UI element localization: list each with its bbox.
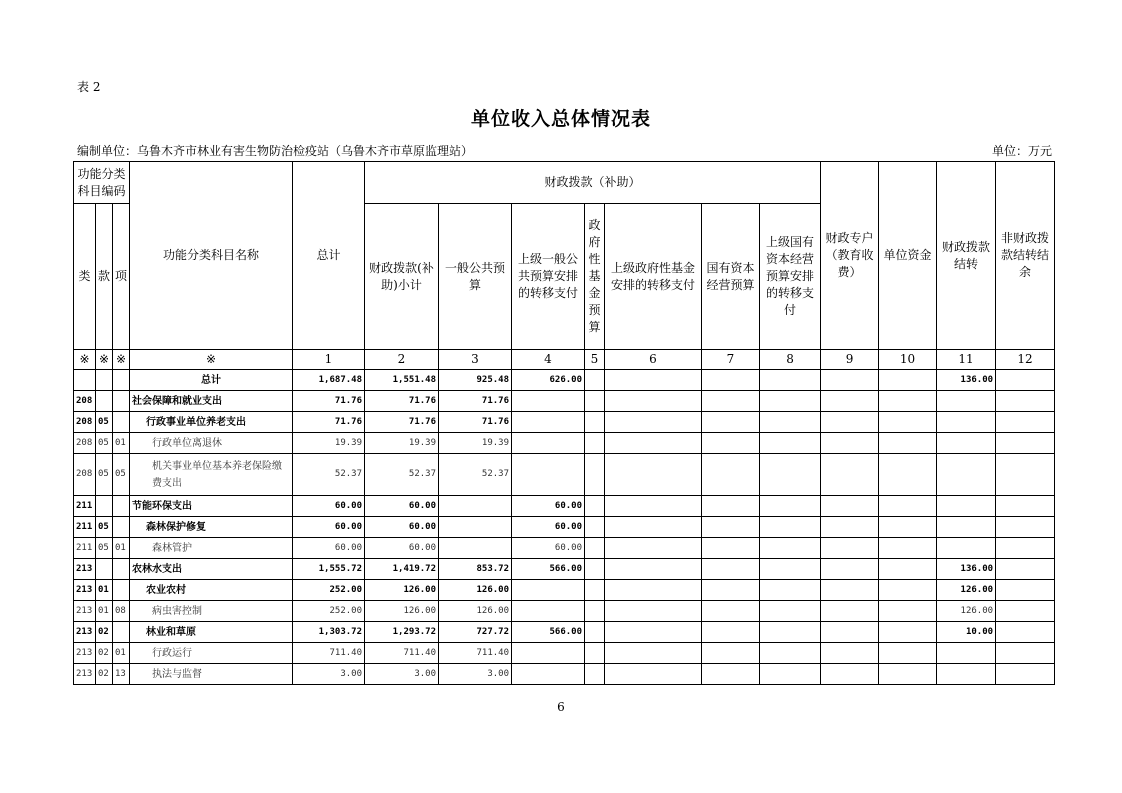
- table-row: [74, 517, 1055, 538]
- subject-name-cell: 执法与监督: [130, 664, 293, 685]
- amount-cell: [585, 538, 605, 559]
- code-kuan-cell: 05: [96, 433, 113, 454]
- amount-cell: [760, 580, 821, 601]
- code-xiang-cell: [113, 496, 130, 517]
- amount-cell: 853.72: [439, 559, 512, 580]
- amount-cell: [605, 643, 702, 664]
- code-kuan-cell: [96, 496, 113, 517]
- code-kuan-cell: 05: [96, 454, 113, 496]
- amount-cell: [879, 517, 937, 538]
- subject-name-cell: 总计: [130, 370, 293, 391]
- amount-cell: [937, 412, 996, 433]
- amount-cell: [702, 643, 760, 664]
- amount-cell: [996, 601, 1055, 622]
- index-row: [74, 350, 1055, 370]
- code-kuan-cell: [96, 559, 113, 580]
- code-kuan-cell: 02: [96, 622, 113, 643]
- amount-cell: [760, 391, 821, 412]
- code-xiang-cell: 01: [113, 538, 130, 559]
- data-body: [74, 370, 1055, 685]
- header-func-name: 功能分类科目名称: [130, 162, 293, 350]
- amount-cell: [879, 580, 937, 601]
- amount-cell: [702, 496, 760, 517]
- amount-cell: [760, 559, 821, 580]
- amount-cell: [996, 580, 1055, 601]
- code-xiang-cell: [113, 412, 130, 433]
- header-upper-fund: 上级政府性基金安排的转移支付: [605, 204, 702, 350]
- amount-cell: 3.00: [293, 664, 365, 685]
- code-lei-cell: 208: [74, 391, 96, 412]
- amount-cell: [879, 559, 937, 580]
- amount-cell: [937, 643, 996, 664]
- index-cell: 6: [605, 350, 702, 370]
- amount-cell: [937, 433, 996, 454]
- amount-cell: [937, 538, 996, 559]
- amount-cell: [702, 601, 760, 622]
- amount-cell: [879, 664, 937, 685]
- amount-cell: 925.48: [439, 370, 512, 391]
- header-fiscal-carry: 财政拨款结转: [937, 162, 996, 350]
- amount-cell: 71.76: [293, 412, 365, 433]
- header-state-capital: 国有资本经营预算: [702, 204, 760, 350]
- index-cell: ※: [74, 350, 96, 370]
- amount-cell: [605, 664, 702, 685]
- header-general-budget: 一般公共预算: [439, 204, 512, 350]
- amount-cell: 711.40: [293, 643, 365, 664]
- code-kuan-cell: [96, 370, 113, 391]
- amount-cell: [996, 538, 1055, 559]
- amount-cell: 1,687.48: [293, 370, 365, 391]
- amount-cell: [702, 370, 760, 391]
- amount-cell: 711.40: [439, 643, 512, 664]
- amount-cell: 60.00: [293, 538, 365, 559]
- table-row: [74, 496, 1055, 517]
- amount-cell: [879, 622, 937, 643]
- amount-cell: [585, 454, 605, 496]
- code-lei-cell: 208: [74, 433, 96, 454]
- table-row: [74, 664, 1055, 685]
- amount-cell: [585, 664, 605, 685]
- amount-cell: [821, 391, 879, 412]
- header-fiscal-group: 财政拨款（补助）: [365, 162, 821, 204]
- code-kuan-cell: 05: [96, 517, 113, 538]
- index-cell: ※: [130, 350, 293, 370]
- amount-cell: 52.37: [365, 454, 439, 496]
- amount-cell: 71.76: [365, 412, 439, 433]
- amount-cell: [996, 664, 1055, 685]
- amount-cell: [996, 496, 1055, 517]
- amount-cell: [605, 559, 702, 580]
- amount-cell: 727.72: [439, 622, 512, 643]
- header-kuan: 款: [96, 204, 113, 350]
- amount-cell: [996, 622, 1055, 643]
- amount-cell: [605, 454, 702, 496]
- code-lei-cell: 213: [74, 580, 96, 601]
- amount-cell: [821, 601, 879, 622]
- amount-cell: 3.00: [365, 664, 439, 685]
- amount-cell: 60.00: [293, 517, 365, 538]
- amount-cell: [702, 412, 760, 433]
- amount-cell: [879, 496, 937, 517]
- amount-cell: 626.00: [512, 370, 585, 391]
- table-row: [74, 601, 1055, 622]
- code-xiang-cell: [113, 517, 130, 538]
- code-lei-cell: 213: [74, 601, 96, 622]
- amount-cell: 60.00: [512, 517, 585, 538]
- header-total: 总计: [293, 162, 365, 350]
- amount-cell: [585, 559, 605, 580]
- index-cell: 11: [937, 350, 996, 370]
- amount-cell: [879, 433, 937, 454]
- subject-name-cell: 病虫害控制: [130, 601, 293, 622]
- amount-cell: 1,419.72: [365, 559, 439, 580]
- amount-cell: 52.37: [293, 454, 365, 496]
- amount-cell: [512, 412, 585, 433]
- index-cell: ※: [96, 350, 113, 370]
- amount-cell: [439, 517, 512, 538]
- code-lei-cell: 208: [74, 412, 96, 433]
- table-row: [74, 370, 1055, 391]
- amount-cell: 126.00: [937, 580, 996, 601]
- amount-cell: [605, 580, 702, 601]
- amount-cell: [937, 391, 996, 412]
- table-row: [74, 622, 1055, 643]
- amount-cell: [605, 433, 702, 454]
- amount-cell: 252.00: [293, 580, 365, 601]
- table-row: [74, 454, 1055, 496]
- amount-cell: [702, 517, 760, 538]
- amount-cell: 136.00: [937, 370, 996, 391]
- page-title: 单位收入总体情况表: [470, 108, 651, 130]
- code-lei-cell: 213: [74, 622, 96, 643]
- amount-cell: [996, 370, 1055, 391]
- amount-cell: 126.00: [937, 601, 996, 622]
- amount-cell: 71.76: [439, 391, 512, 412]
- amount-cell: 566.00: [512, 559, 585, 580]
- amount-cell: 711.40: [365, 643, 439, 664]
- amount-cell: 71.76: [439, 412, 512, 433]
- subject-name-cell: 机关事业单位基本养老保险缴费支出: [130, 454, 293, 496]
- amount-cell: [512, 454, 585, 496]
- amount-cell: [605, 622, 702, 643]
- amount-cell: [821, 580, 879, 601]
- amount-cell: [439, 496, 512, 517]
- amount-cell: 19.39: [439, 433, 512, 454]
- code-xiang-cell: 13: [113, 664, 130, 685]
- amount-cell: [879, 454, 937, 496]
- code-xiang-cell: 05: [113, 454, 130, 496]
- subject-name-cell: 森林管护: [130, 538, 293, 559]
- amount-cell: [760, 601, 821, 622]
- amount-cell: [512, 580, 585, 601]
- table-row: [74, 538, 1055, 559]
- amount-cell: [605, 601, 702, 622]
- amount-cell: [821, 622, 879, 643]
- amount-cell: [760, 517, 821, 538]
- amount-cell: [512, 643, 585, 664]
- code-xiang-cell: [113, 370, 130, 391]
- amount-cell: [937, 517, 996, 538]
- amount-cell: 19.39: [293, 433, 365, 454]
- amount-cell: [760, 433, 821, 454]
- index-cell: 8: [760, 350, 821, 370]
- amount-cell: [585, 433, 605, 454]
- header-lei: 类: [74, 204, 96, 350]
- header-fiscal-special: 财政专户（教育收费）: [821, 162, 879, 350]
- code-lei-cell: 211: [74, 538, 96, 559]
- code-xiang-cell: [113, 580, 130, 601]
- amount-cell: [996, 559, 1055, 580]
- amount-cell: [439, 538, 512, 559]
- subject-name-cell: 林业和草原: [130, 622, 293, 643]
- amount-cell: [821, 496, 879, 517]
- header-upper-capital: 上级国有资本经营预算安排的转移支付: [760, 204, 821, 350]
- header-upper-general: 上级一般公共预算安排的转移支付: [512, 204, 585, 350]
- amount-cell: [996, 454, 1055, 496]
- index-cell: 4: [512, 350, 585, 370]
- amount-cell: [702, 559, 760, 580]
- code-kuan-cell: [96, 391, 113, 412]
- amount-cell: 3.00: [439, 664, 512, 685]
- amount-cell: 10.00: [937, 622, 996, 643]
- table-row: [74, 580, 1055, 601]
- page-number: 6: [557, 700, 565, 714]
- amount-cell: [937, 496, 996, 517]
- amount-cell: [605, 538, 702, 559]
- amount-cell: [702, 622, 760, 643]
- table-row: [74, 643, 1055, 664]
- code-lei-cell: [74, 370, 96, 391]
- code-kuan-cell: 01: [96, 580, 113, 601]
- amount-cell: [760, 454, 821, 496]
- amount-cell: [996, 433, 1055, 454]
- subject-name-cell: 行政单位离退休: [130, 433, 293, 454]
- amount-cell: [760, 370, 821, 391]
- amount-cell: [821, 643, 879, 664]
- amount-cell: [585, 622, 605, 643]
- amount-cell: [821, 517, 879, 538]
- amount-cell: [605, 391, 702, 412]
- amount-cell: 71.76: [293, 391, 365, 412]
- amount-cell: [879, 601, 937, 622]
- amount-cell: 52.37: [439, 454, 512, 496]
- amount-cell: 126.00: [439, 601, 512, 622]
- header-xiang: 项: [113, 204, 130, 350]
- index-cell: 5: [585, 350, 605, 370]
- amount-cell: [605, 370, 702, 391]
- code-xiang-cell: [113, 559, 130, 580]
- amount-cell: 1,555.72: [293, 559, 365, 580]
- currency-unit: 单位：万元: [991, 144, 1052, 158]
- index-cell: ※: [113, 350, 130, 370]
- index-cell: 7: [702, 350, 760, 370]
- amount-cell: 126.00: [439, 580, 512, 601]
- amount-cell: [760, 643, 821, 664]
- amount-cell: [821, 559, 879, 580]
- amount-cell: [760, 412, 821, 433]
- amount-cell: [512, 391, 585, 412]
- amount-cell: 1,551.48: [365, 370, 439, 391]
- index-cell: 10: [879, 350, 937, 370]
- amount-cell: 71.76: [365, 391, 439, 412]
- amount-cell: [937, 664, 996, 685]
- header-func-code: 功能分类科目编码: [74, 162, 130, 204]
- index-cell: 1: [293, 350, 365, 370]
- amount-cell: [585, 643, 605, 664]
- table-number: 表 2: [77, 80, 101, 94]
- amount-cell: [585, 370, 605, 391]
- amount-cell: [996, 643, 1055, 664]
- table-row: [74, 391, 1055, 412]
- amount-cell: [702, 454, 760, 496]
- amount-cell: 60.00: [293, 496, 365, 517]
- amount-cell: [937, 454, 996, 496]
- amount-cell: 60.00: [365, 538, 439, 559]
- code-xiang-cell: [113, 622, 130, 643]
- code-lei-cell: 208: [74, 454, 96, 496]
- code-kuan-cell: 05: [96, 412, 113, 433]
- code-kuan-cell: 02: [96, 664, 113, 685]
- amount-cell: [821, 454, 879, 496]
- amount-cell: [760, 664, 821, 685]
- table-row: [74, 559, 1055, 580]
- amount-cell: [702, 664, 760, 685]
- amount-cell: [585, 496, 605, 517]
- amount-cell: [879, 538, 937, 559]
- amount-cell: 1,293.72: [365, 622, 439, 643]
- amount-cell: 136.00: [937, 559, 996, 580]
- amount-cell: [702, 538, 760, 559]
- code-lei-cell: 213: [74, 664, 96, 685]
- amount-cell: [821, 412, 879, 433]
- amount-cell: [879, 370, 937, 391]
- index-cell: 3: [439, 350, 512, 370]
- amount-cell: [702, 580, 760, 601]
- code-xiang-cell: 01: [113, 433, 130, 454]
- code-xiang-cell: 08: [113, 601, 130, 622]
- subject-name-cell: 森林保护修复: [130, 517, 293, 538]
- index-cell: 9: [821, 350, 879, 370]
- header-unit-fund: 单位资金: [879, 162, 937, 350]
- subject-name-cell: 行政事业单位养老支出: [130, 412, 293, 433]
- amount-cell: [585, 391, 605, 412]
- amount-cell: [702, 391, 760, 412]
- amount-cell: 252.00: [293, 601, 365, 622]
- amount-cell: 60.00: [512, 496, 585, 517]
- code-kuan-cell: 02: [96, 643, 113, 664]
- table-row: [74, 433, 1055, 454]
- amount-cell: [760, 622, 821, 643]
- amount-cell: [996, 412, 1055, 433]
- amount-cell: [879, 643, 937, 664]
- header-gov-fund: 政府性基金预算: [585, 204, 605, 350]
- amount-cell: 60.00: [365, 496, 439, 517]
- amount-cell: [585, 580, 605, 601]
- code-kuan-cell: 01: [96, 601, 113, 622]
- subject-name-cell: 社会保障和就业支出: [130, 391, 293, 412]
- amount-cell: [996, 391, 1055, 412]
- amount-cell: [821, 538, 879, 559]
- amount-cell: [821, 664, 879, 685]
- compiling-unit: 编制单位：乌鲁木齐市林业有害生物防治检疫站（乌鲁木齐市草原监理站）: [77, 144, 474, 158]
- amount-cell: [996, 517, 1055, 538]
- amount-cell: 566.00: [512, 622, 585, 643]
- amount-cell: [512, 601, 585, 622]
- amount-cell: [585, 517, 605, 538]
- amount-cell: 1,303.72: [293, 622, 365, 643]
- header-fiscal-subtotal: 财政拨款(补助)小计: [365, 204, 439, 350]
- subject-name-cell: 农业农村: [130, 580, 293, 601]
- subject-name-cell: 行政运行: [130, 643, 293, 664]
- code-lei-cell: 213: [74, 643, 96, 664]
- income-table: [73, 161, 1055, 685]
- index-cell: 12: [996, 350, 1055, 370]
- amount-cell: [512, 433, 585, 454]
- subject-name-cell: 农林水支出: [130, 559, 293, 580]
- amount-cell: [760, 538, 821, 559]
- amount-cell: [605, 412, 702, 433]
- amount-cell: [821, 370, 879, 391]
- amount-cell: [605, 517, 702, 538]
- amount-cell: [760, 496, 821, 517]
- amount-cell: [585, 412, 605, 433]
- amount-cell: [879, 391, 937, 412]
- table-row: [74, 412, 1055, 433]
- header-nonfiscal-carry: 非财政拨款结转结余: [996, 162, 1055, 350]
- amount-cell: [605, 496, 702, 517]
- amount-cell: [879, 412, 937, 433]
- code-lei-cell: 211: [74, 517, 96, 538]
- amount-cell: [821, 433, 879, 454]
- amount-cell: [512, 664, 585, 685]
- amount-cell: 19.39: [365, 433, 439, 454]
- amount-cell: 60.00: [365, 517, 439, 538]
- amount-cell: 126.00: [365, 601, 439, 622]
- amount-cell: [702, 433, 760, 454]
- code-kuan-cell: 05: [96, 538, 113, 559]
- amount-cell: [585, 601, 605, 622]
- code-lei-cell: 213: [74, 559, 96, 580]
- subject-name-cell: 节能环保支出: [130, 496, 293, 517]
- index-cell: 2: [365, 350, 439, 370]
- header-row-1: [74, 162, 1055, 204]
- code-lei-cell: 211: [74, 496, 96, 517]
- code-xiang-cell: 01: [113, 643, 130, 664]
- code-xiang-cell: [113, 391, 130, 412]
- amount-cell: 60.00: [512, 538, 585, 559]
- amount-cell: 126.00: [365, 580, 439, 601]
